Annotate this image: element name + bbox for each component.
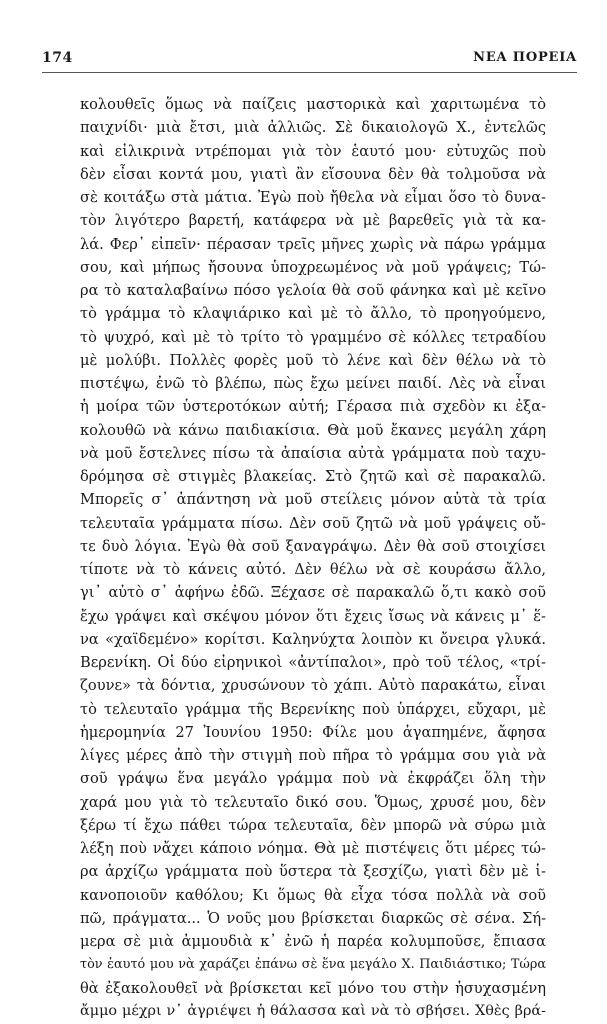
text-line: τε δυὸ λόγια. Ἐγὼ θὰ σοῦ ξαναγράψω. Δὲν θὰ σοῦ στοιχίσει bbox=[80, 537, 546, 555]
text-line: λά. Φερ᾽ εἰπεῖν· πέρασαν τρεῖς μῆνες χωρὶς νὰ πάρω γράμμα bbox=[80, 235, 546, 253]
text-line: δρόμησα σὲ στιγμὲς βλακείας. Στὸ ζητῶ καὶ σὲ παρακαλῶ. bbox=[80, 468, 546, 485]
text-line: λίγες μέρες ἀπὸ τὴν στιγμὴ ποὺ πῆρα τὸ γράμμα σου γιὰ νὰ bbox=[80, 747, 546, 764]
page-header bbox=[42, 46, 577, 76]
text-line: τὸ τελευταῖο γράμμα τῆς Βερενίκης ποὺ ὑπάρχει, εὔχαρι, μὲ bbox=[80, 700, 546, 718]
text-line: ἡ μοίρα τῶν ὑστεροτόκων αὐτή; Γέρασα πιὰ σχεδὸν κι ἐξα- bbox=[80, 398, 546, 416]
text-line: νὰ μοῦ ἔστελνες πίσω τὰ ἀπαίσια αὐτὰ γράμματα ποὺ ταχυ- bbox=[80, 444, 546, 462]
text-line: σου, καὶ μήπως ἤσουνα ὑποχρεωμένος νὰ μοῦ γράψεις; Τώ- bbox=[80, 258, 546, 276]
text-line: ἡμερομηνία 27 Ἰουνίου 1950: Φίλε μου ἀγαπημένε, ἄφησα bbox=[80, 723, 546, 741]
text-line: θὰ ἐξακολουθεῖ νὰ βρίσκεται κεῖ μόνο του στὴν ἡσυχασμένη bbox=[80, 979, 546, 997]
text-line: τὸν λιγότερο βαρετή, κατάφερα νὰ μὲ βαρεθεῖς γιὰ τὰ κα- bbox=[80, 212, 546, 230]
text-line: καὶ εἰλικρινὰ ντρέπομαι γιὰ τὸν ἑαυτό μου· εὐτυχῶς ποὺ bbox=[80, 142, 546, 160]
text-line: κολουθεῖς ὅμως νὰ παίζεις μαστορικὰ καὶ χαριτωμένα τὸ bbox=[80, 96, 546, 113]
body-text bbox=[80, 93, 546, 1023]
running-head: ΝΕΑ ΠΟΡΕΙΑ bbox=[473, 50, 577, 65]
text-line: Μπορεῖς σ᾽ ἀπάντηση νὰ μοῦ στείλεις μόνον αὐτὰ τὰ τρία bbox=[80, 491, 546, 509]
text-line: ρα τὸ καταλαβαίνω πόσο γελοία θὰ σοῦ φάνηκα καὶ μὲ κεῖνο bbox=[80, 282, 546, 299]
text-line: ἔχω γράψει καὶ σκέψου μόνον ὅτι ἔχεις ἴσως νὰ κάνεις μ᾽ ἕ- bbox=[80, 607, 546, 625]
text-line: γι᾽ αὐτὸ σ᾽ ἀφήνω ἐδῶ. Ξέχασε σὲ παρακαλῶ ὅ,τι κακὸ σοῦ bbox=[80, 584, 546, 602]
text-line: δὲν εἶσαι κοντά μου, γιατὶ ἂν εἴσουνα δὲν θὰ τολμοῦσα νὰ bbox=[80, 165, 546, 183]
text-line: κανοποιοῦν καθόλου; Κι ὅμως θὰ εἶχα τόσα πολλὰ νὰ σοῦ bbox=[80, 886, 546, 904]
text-line: παιχνίδι· μιὰ ἔτσι, μιὰ ἀλλιῶς. Σὲ δικαιολογῶ Χ., ἐντελῶς bbox=[80, 119, 546, 137]
text-line: ζουνε» τὰ δόντια, χρυσώνουν τὸ χάπι. Αὐτὸ παρακάτω, εἶναι bbox=[80, 677, 546, 695]
text-line: τὸ γράμμα τὸ κλαψιάρικο καὶ μὲ τὸ ἄλλο, τὸ προηγούμενο, bbox=[80, 305, 546, 323]
text-line: τὸ ψυχρό, καὶ μὲ τὸ τρίτο τὸ γραμμένο σὲ κόλλες τετραδίου bbox=[80, 328, 546, 346]
text-line: ξέρω τί ἔχω πάθει τώρα τελευταῖα, δὲν μπορῶ νὰ σύρω μιὰ bbox=[80, 816, 546, 834]
text-line: Βερενίκη. Οἱ δύο εἰρηνικοὶ «ἀντίπαλοι», πρὸ τοῦ τέλος, «τρί- bbox=[80, 654, 546, 671]
text-line: ρα ἀρχίζω γράμματα ποὺ ὕστερα τὰ ξεσχίζω, γιατὶ δὲν μὲ ἱ- bbox=[80, 863, 546, 881]
text-line: τὸν ἑαυτό μου νὰ χαράζει ἐπάνω σὲ ἕνα μεγάλο Χ. Παιδιάστικο; Τώρα bbox=[80, 957, 546, 973]
text-line: λέξη ποὺ νἄχει κάποιο νόημα. Θὰ μὲ πιστέψεις ὅτι μέρες τώ- bbox=[80, 840, 546, 857]
text-line: μερα σὲ μιὰ ἀμμουδιὰ κ᾽ ἐνῶ ἡ παρέα κολυμποῦσε, ἔπιασα bbox=[80, 933, 546, 950]
text-line: πῶ, πράγματα... Ὁ νοῦς μου βρίσκεται διαρκῶς σὲ σένα. Σή- bbox=[80, 909, 546, 927]
text-line: σοῦ γράψω ἕνα μεγάλο γράμμα ποὺ νὰ ἐκφράζει ὅλη τὴν bbox=[80, 770, 546, 788]
text-line: μὲ μολύβι. Πολλὲς φορὲς μοῦ τὸ λένε καὶ δὲν θέλω νὰ τὸ bbox=[80, 351, 546, 369]
text-line: τίποτε νὰ τὸ κάνεις αὐτό. Δὲν θέλω νὰ σὲ κουράσω ἄλλο, bbox=[80, 561, 546, 578]
text-line: χαρά μου γιὰ τὸ τελευταῖο δικό σου. Ὅμως, χρυσέ μου, δὲν bbox=[80, 793, 546, 811]
header-rule bbox=[42, 72, 577, 73]
text-line: σὲ κοιτάξω στὰ μάτια. Ἐγὼ ποὺ ἤθελα νὰ εἶμαι ὅσο τὸ δυνα- bbox=[80, 189, 546, 206]
page-number: 174 bbox=[42, 50, 73, 66]
text-line: κολουθῶ νὰ κάνω παιδιακίσια. Θὰ μοῦ ἔκανες μεγάλη χάρη bbox=[80, 421, 546, 439]
text-line: να «χαϊδεμένο» κορίτσι. Καληνύχτα λοιπὸν κι ὄνειρα γλυκά. bbox=[80, 630, 546, 648]
text-line: πιστέψω, ἐνῶ τὸ βλέπω, πὼς ἔχω μείνει παιδί. Λὲς νὰ εἶναι bbox=[80, 375, 546, 392]
text-line: ἄμμο μέχρι ν᾽ ἀγριέψει ἡ θάλασσα καὶ νὰ τὸ σβήσει. Χθὲς βρά- bbox=[80, 1002, 546, 1019]
text-line: τελευταῖα γράμματα πίσω. Δὲν σοῦ ζητῶ νὰ μοῦ γράψεις οὔ- bbox=[80, 514, 546, 532]
